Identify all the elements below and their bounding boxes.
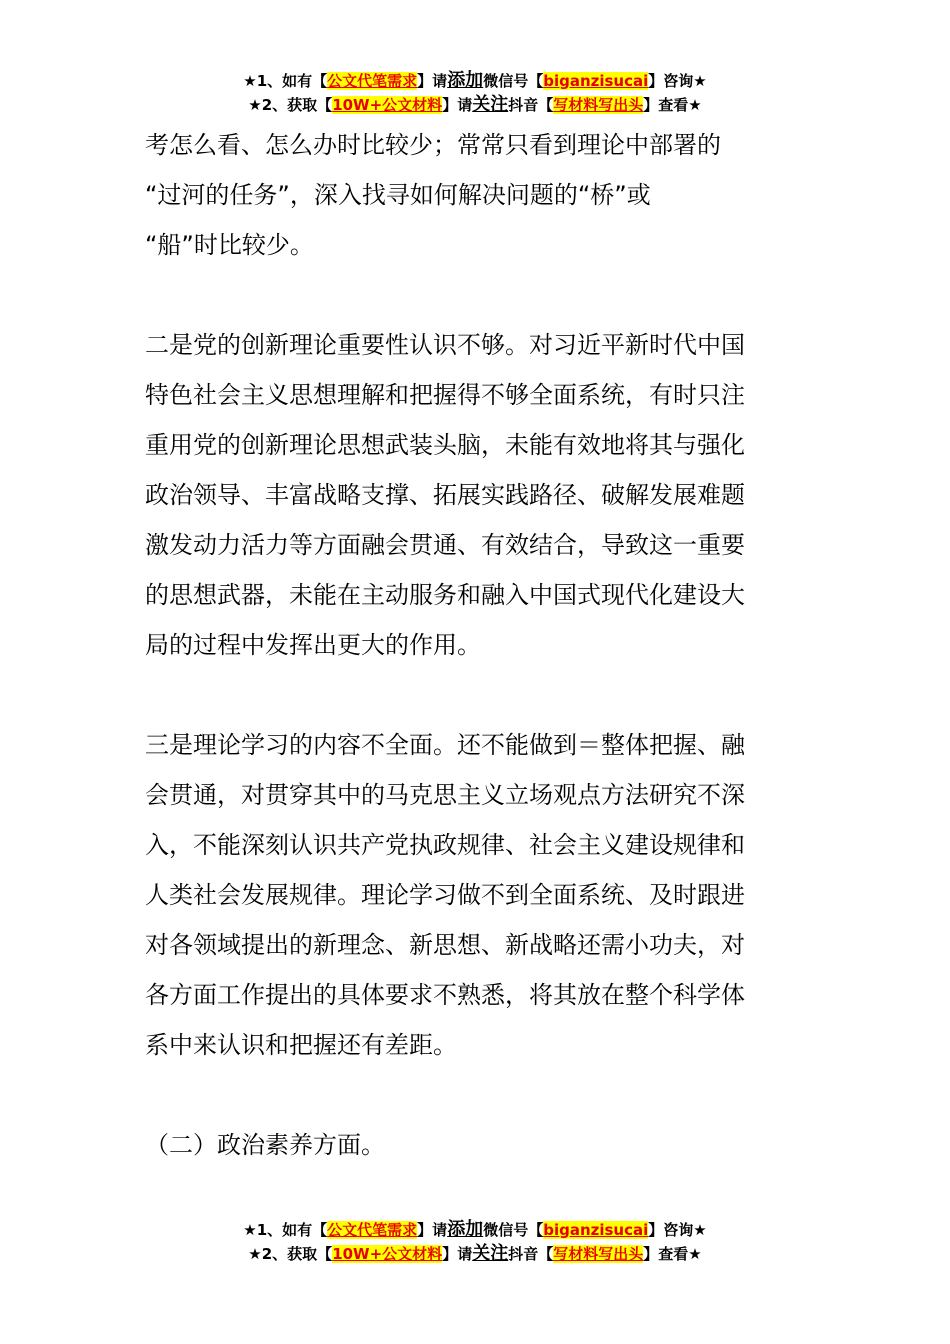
douyin-account: 写材料写出头 — [553, 1245, 644, 1263]
text-line: 特色社会主义思想理解和把握得不够全面系统，有时只注 — [145, 381, 745, 409]
text-line: 政治领导、丰富战略支撑、拓展实践路径、破解发展难题 — [145, 481, 745, 509]
paragraph-gap — [145, 1070, 825, 1120]
highlight-service: 公文代笔需求 — [327, 72, 418, 90]
paragraph — [145, 320, 825, 670]
text-line: 局的过程中发挥出更大的作用。 — [145, 631, 481, 659]
wechat-id: biganzisucai — [543, 1221, 649, 1239]
paragraph — [145, 1120, 825, 1170]
highlight-materials: 10W+公文材料 — [332, 1245, 443, 1263]
highlight-service: 公文代笔需求 — [327, 1221, 418, 1239]
document-body — [145, 120, 825, 1170]
header-banner — [0, 69, 950, 117]
text-line: 系中来认识和把握还有差距。 — [145, 1031, 457, 1059]
text-line: “过河的任务”，深入找寻如何解决问题的“桥”或 — [145, 181, 651, 209]
text-line: 重用党的创新理论思想武装头脑，未能有效地将其与强化 — [145, 431, 745, 459]
paragraph — [145, 720, 825, 1070]
wechat-id: biganzisucai — [543, 72, 649, 90]
text-line: 人类社会发展规律。理论学习做不到全面系统、及时跟进 — [145, 881, 745, 909]
banner-line-2: ★2、获取【10W+公文材料】请关注抖音【写材料写出头】查看★ — [248, 94, 702, 115]
banner-line-2: ★2、获取【10W+公文材料】请关注抖音【写材料写出头】查看★ — [248, 1243, 702, 1264]
douyin-account: 写材料写出头 — [553, 96, 644, 114]
text-line: “船”时比较少。 — [145, 231, 314, 259]
highlight-materials: 10W+公文材料 — [332, 96, 443, 114]
text-line: 考怎么看、怎么办时比较少；常常只看到理论中部署的 — [145, 131, 721, 159]
text-line: 的思想武器，未能在主动服务和融入中国式现代化建设大 — [145, 581, 745, 609]
text-line: 三是理论学习的内容不全面。还不能做到＝整体把握、融 — [145, 731, 745, 759]
text-line: （二）政治素养方面。 — [145, 1131, 385, 1159]
text-line: 对各领域提出的新理念、新思想、新战略还需小功夫，对 — [145, 931, 745, 959]
text-line: 入，不能深刻认识共产党执政规律、社会主义建设规律和 — [145, 831, 745, 859]
text-line: 二是党的创新理论重要性认识不够。对习近平新时代中国 — [145, 331, 745, 359]
paragraph-gap — [145, 270, 825, 320]
text-line: 激发动力活力等方面融会贯通、有效结合，导致这一重要 — [145, 531, 745, 559]
footer-banner — [0, 1218, 950, 1266]
paragraph — [145, 120, 825, 270]
text-line: 会贯通，对贯穿其中的马克思主义立场观点方法研究不深 — [145, 781, 745, 809]
banner-line-1: ★1、如有【公文代笔需求】请添加微信号【biganzisucai】咨询★ — [243, 1219, 707, 1240]
text-line: 各方面工作提出的具体要求不熟悉，将其放在整个科学体 — [145, 981, 745, 1009]
banner-line-1: ★1、如有【公文代笔需求】请添加微信号【biganzisucai】咨询★ — [243, 70, 707, 91]
paragraph-gap — [145, 670, 825, 720]
